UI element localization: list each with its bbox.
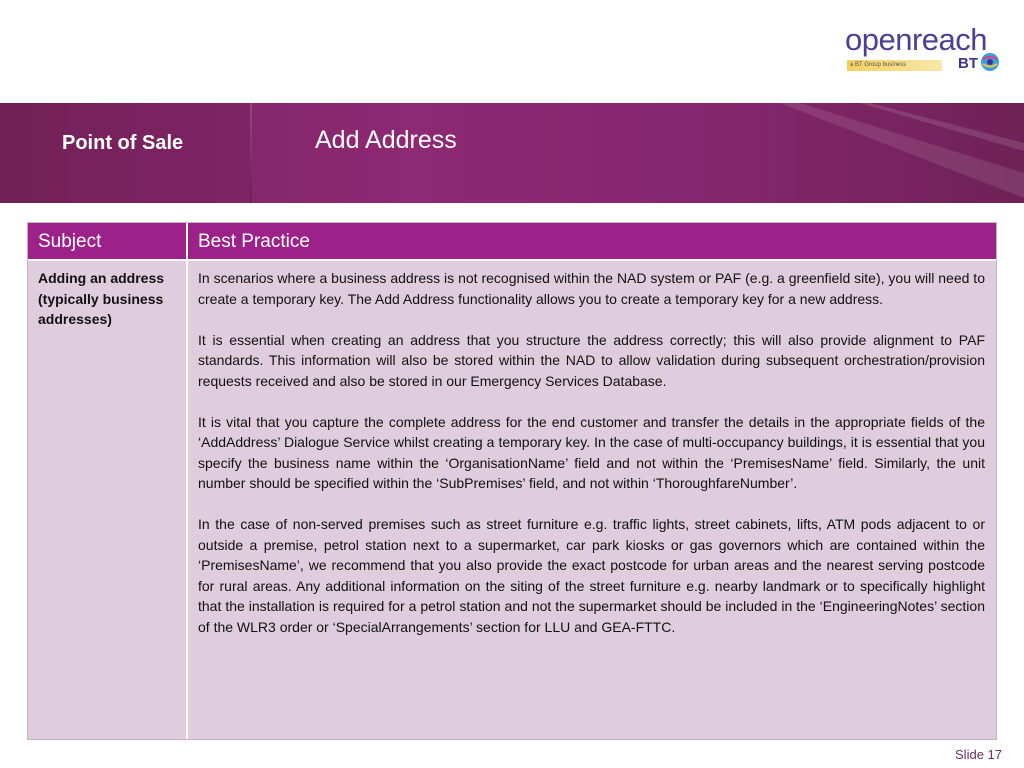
header-divider: [250, 103, 252, 203]
page-title: Add Address: [315, 126, 457, 154]
practice-paragraph: It is vital that you capture the complete address for the end customer and transfer the details in the appropriate fields of the ‘AddAddress’ Dialogue Service whilst creating a temporary key. In the case of multi-occupancy buildings, it is essential that you specify the business name within the ‘OrganisationName’ field and not within the ‘PremisesName’ field. Similarly, the unit number should be specified within the ‘SubPremises’ field, and not within ‘ThoroughfareNumber’.: [198, 413, 985, 491]
slide-number: Slide 17: [955, 747, 1002, 762]
section-label: Point of Sale: [62, 132, 184, 154]
practice-paragraph: In scenarios where a business address is not recognised within the NAD system or PAF (e.g. a greenfield site), you will need to create a temporary key. The Add Address functionality allows you to create a temporary key for a new address.: [198, 270, 985, 307]
header-separator: [28, 259, 996, 261]
header-band: [0, 103, 1024, 203]
openreach-logo: [845, 22, 1005, 72]
table-header-row: [28, 223, 996, 259]
bt-globe-icon: [980, 52, 1000, 72]
column-header-best-practice: Best Practice: [198, 231, 310, 252]
best-practice-cell: [198, 268, 985, 658]
practice-paragraph: It is essential when creating an address that you structure the address correctly; this will also provide alignment to PAF standards. This information will also be stored within the NAD to allow validation during subsequent orchestration/provision requests received and also be stored in our Emergency Services Database.: [198, 331, 985, 389]
column-separator: [186, 223, 188, 739]
logo-wordmark: openreach: [845, 22, 988, 57]
logo-subtitle: a BT Group business: [850, 62, 907, 68]
best-practice-table: [27, 222, 997, 740]
column-header-subject: Subject: [38, 231, 102, 252]
subject-cell: Adding an address (typically business addresses): [38, 270, 165, 327]
bt-logo-text: BT: [958, 55, 978, 72]
practice-paragraph: In the case of non-served premises such as street furniture e.g. traffic lights, street cabinets, lifts, ATM pods adjacent to or outside a premise, petrol station next to a supermarket, car park kiosks or gas governors which are contained within the ‘PremisesName’, we recommend that you also provide the exact postcode for urban areas and the nearest serving postcode for rural areas. Any additional information on the siting of the street furniture e.g. nearby landmark or to specifically highlight that the installation is required for a petrol station and not the supermarket should be included in the ‘EngineeringNotes’ section of the WLR3 order or ‘SpecialArrangements’ section for LLU and GEA-FTTC.: [198, 516, 985, 635]
